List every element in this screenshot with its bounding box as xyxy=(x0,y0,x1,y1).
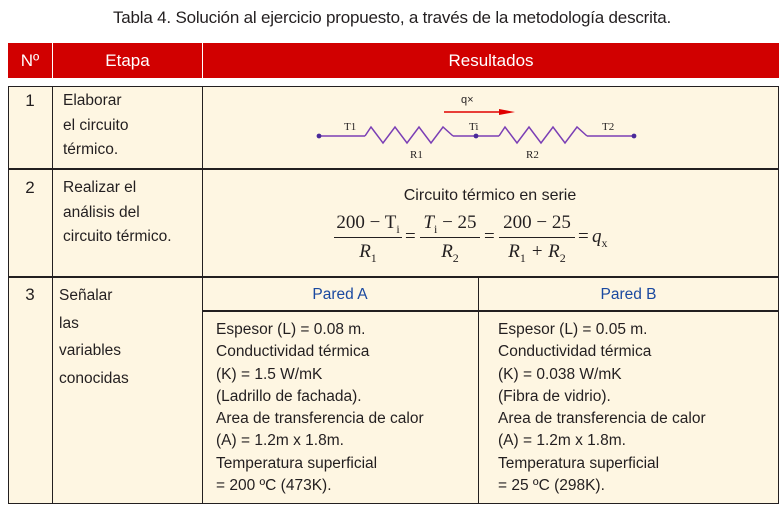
fraction-3 xyxy=(499,211,575,264)
stage-text xyxy=(63,89,128,163)
property-line: Temperatura superficial xyxy=(498,454,660,472)
fraction-numerator: T xyxy=(423,212,434,233)
fraction-denominator-rest: + R xyxy=(525,241,560,263)
label-t2: T2 xyxy=(602,121,615,133)
header-number: Nº xyxy=(20,51,40,70)
equals-sign: = xyxy=(405,226,416,247)
property-line: Conductividad térmica xyxy=(498,343,652,361)
property-line: Conductividad térmica xyxy=(216,343,370,361)
header-stage: Etapa xyxy=(105,51,150,70)
row-number: 1 xyxy=(25,91,35,110)
property-line: (K) = 0.038 W/mK xyxy=(498,365,622,383)
stage-text xyxy=(59,282,129,392)
resistor-r1 xyxy=(365,127,453,143)
caption-label: Tabla 4. xyxy=(112,8,171,27)
wall-b-properties xyxy=(498,319,706,497)
results-table xyxy=(8,86,779,504)
table-header xyxy=(8,43,779,78)
property-line: (A) = 1.2m x 1.8m. xyxy=(498,432,626,450)
fraction-2 xyxy=(420,211,480,264)
wall-a-title: Pared A xyxy=(312,286,368,303)
fraction-numerator: 200 − 25 xyxy=(503,212,571,233)
stage-line: el circuito xyxy=(63,116,129,134)
equation-result xyxy=(592,226,608,251)
stage-line: Elaborar xyxy=(63,92,122,109)
flow-arrowhead xyxy=(499,109,515,115)
caption-text: Solución al ejercicio propuesto, a través de la metodología descrita. xyxy=(170,8,672,27)
result-symbol: q xyxy=(592,226,602,247)
equation xyxy=(334,211,614,271)
property-line: (Fibra de vidrio). xyxy=(498,387,611,405)
stage-line: las xyxy=(59,314,79,332)
label-ti: Ti xyxy=(469,121,479,133)
property-line: = 200 ºC (473K). xyxy=(216,477,332,495)
equals-sign: = xyxy=(484,226,495,247)
stage-line: térmico. xyxy=(63,141,119,158)
resistor-r2 xyxy=(499,127,587,143)
stage-line: variables xyxy=(59,342,122,359)
property-line: Area de transferencia de calor xyxy=(216,410,424,428)
property-line: Area de transferencia de calor xyxy=(498,410,706,428)
flow-label: q× xyxy=(461,94,474,106)
stage-line: análisis del xyxy=(63,203,140,221)
column-divider xyxy=(52,87,54,503)
property-line: (K) = 1.5 W/mK xyxy=(216,365,323,383)
property-line: Espesor (L) = 0.05 m. xyxy=(498,321,648,338)
property-line: = 25 ºC (298K). xyxy=(498,477,605,495)
equals-sign: = xyxy=(578,226,589,247)
fraction-denominator: R xyxy=(508,241,520,263)
header-results: Resultados xyxy=(448,51,534,70)
property-line: (A) = 1.2m x 1.8m. xyxy=(216,432,344,450)
wall-b-title: Pared B xyxy=(600,286,657,303)
circuit-series-title: Circuito térmico en serie xyxy=(403,187,577,204)
row-divider xyxy=(9,276,778,278)
node-ti xyxy=(474,134,479,139)
stage-text xyxy=(63,176,172,250)
node-t2 xyxy=(632,134,637,139)
subscript: 2 xyxy=(452,251,459,266)
fraction-denominator: R xyxy=(441,241,453,263)
row-number: 2 xyxy=(25,178,35,197)
fraction-numerator: 200 − T xyxy=(336,212,397,233)
property-line: (Ladrillo de fachada). xyxy=(216,387,362,405)
stage-line: circuito térmico. xyxy=(63,228,172,245)
wall-a-properties xyxy=(216,319,424,497)
fraction-1 xyxy=(334,211,402,264)
subscript: 1 xyxy=(519,251,526,266)
property-line: Temperatura superficial xyxy=(216,454,378,472)
subscript: i xyxy=(396,221,400,236)
node-t1 xyxy=(317,134,322,139)
subheader-divider xyxy=(202,310,778,312)
label-t1: T1 xyxy=(344,121,357,133)
subscript: x xyxy=(601,235,608,250)
subscript: 1 xyxy=(370,251,377,266)
label-r2: R2 xyxy=(526,149,539,161)
table-caption xyxy=(0,8,784,28)
row-divider xyxy=(9,168,778,170)
stage-line: Realizar el xyxy=(63,179,137,196)
subscript: 2 xyxy=(559,251,566,266)
stage-line: conocidas xyxy=(59,369,129,387)
property-line: Espesor (L) = 0.08 m. xyxy=(216,321,366,338)
subscript: i xyxy=(434,221,438,236)
label-r1: R1 xyxy=(410,149,423,161)
stage-line: Señalar xyxy=(59,287,113,304)
fraction-numerator-rest: − 25 xyxy=(437,212,477,233)
fraction-denominator: R xyxy=(359,241,371,263)
thermal-circuit-diagram xyxy=(299,91,639,163)
row-number: 3 xyxy=(25,285,35,304)
